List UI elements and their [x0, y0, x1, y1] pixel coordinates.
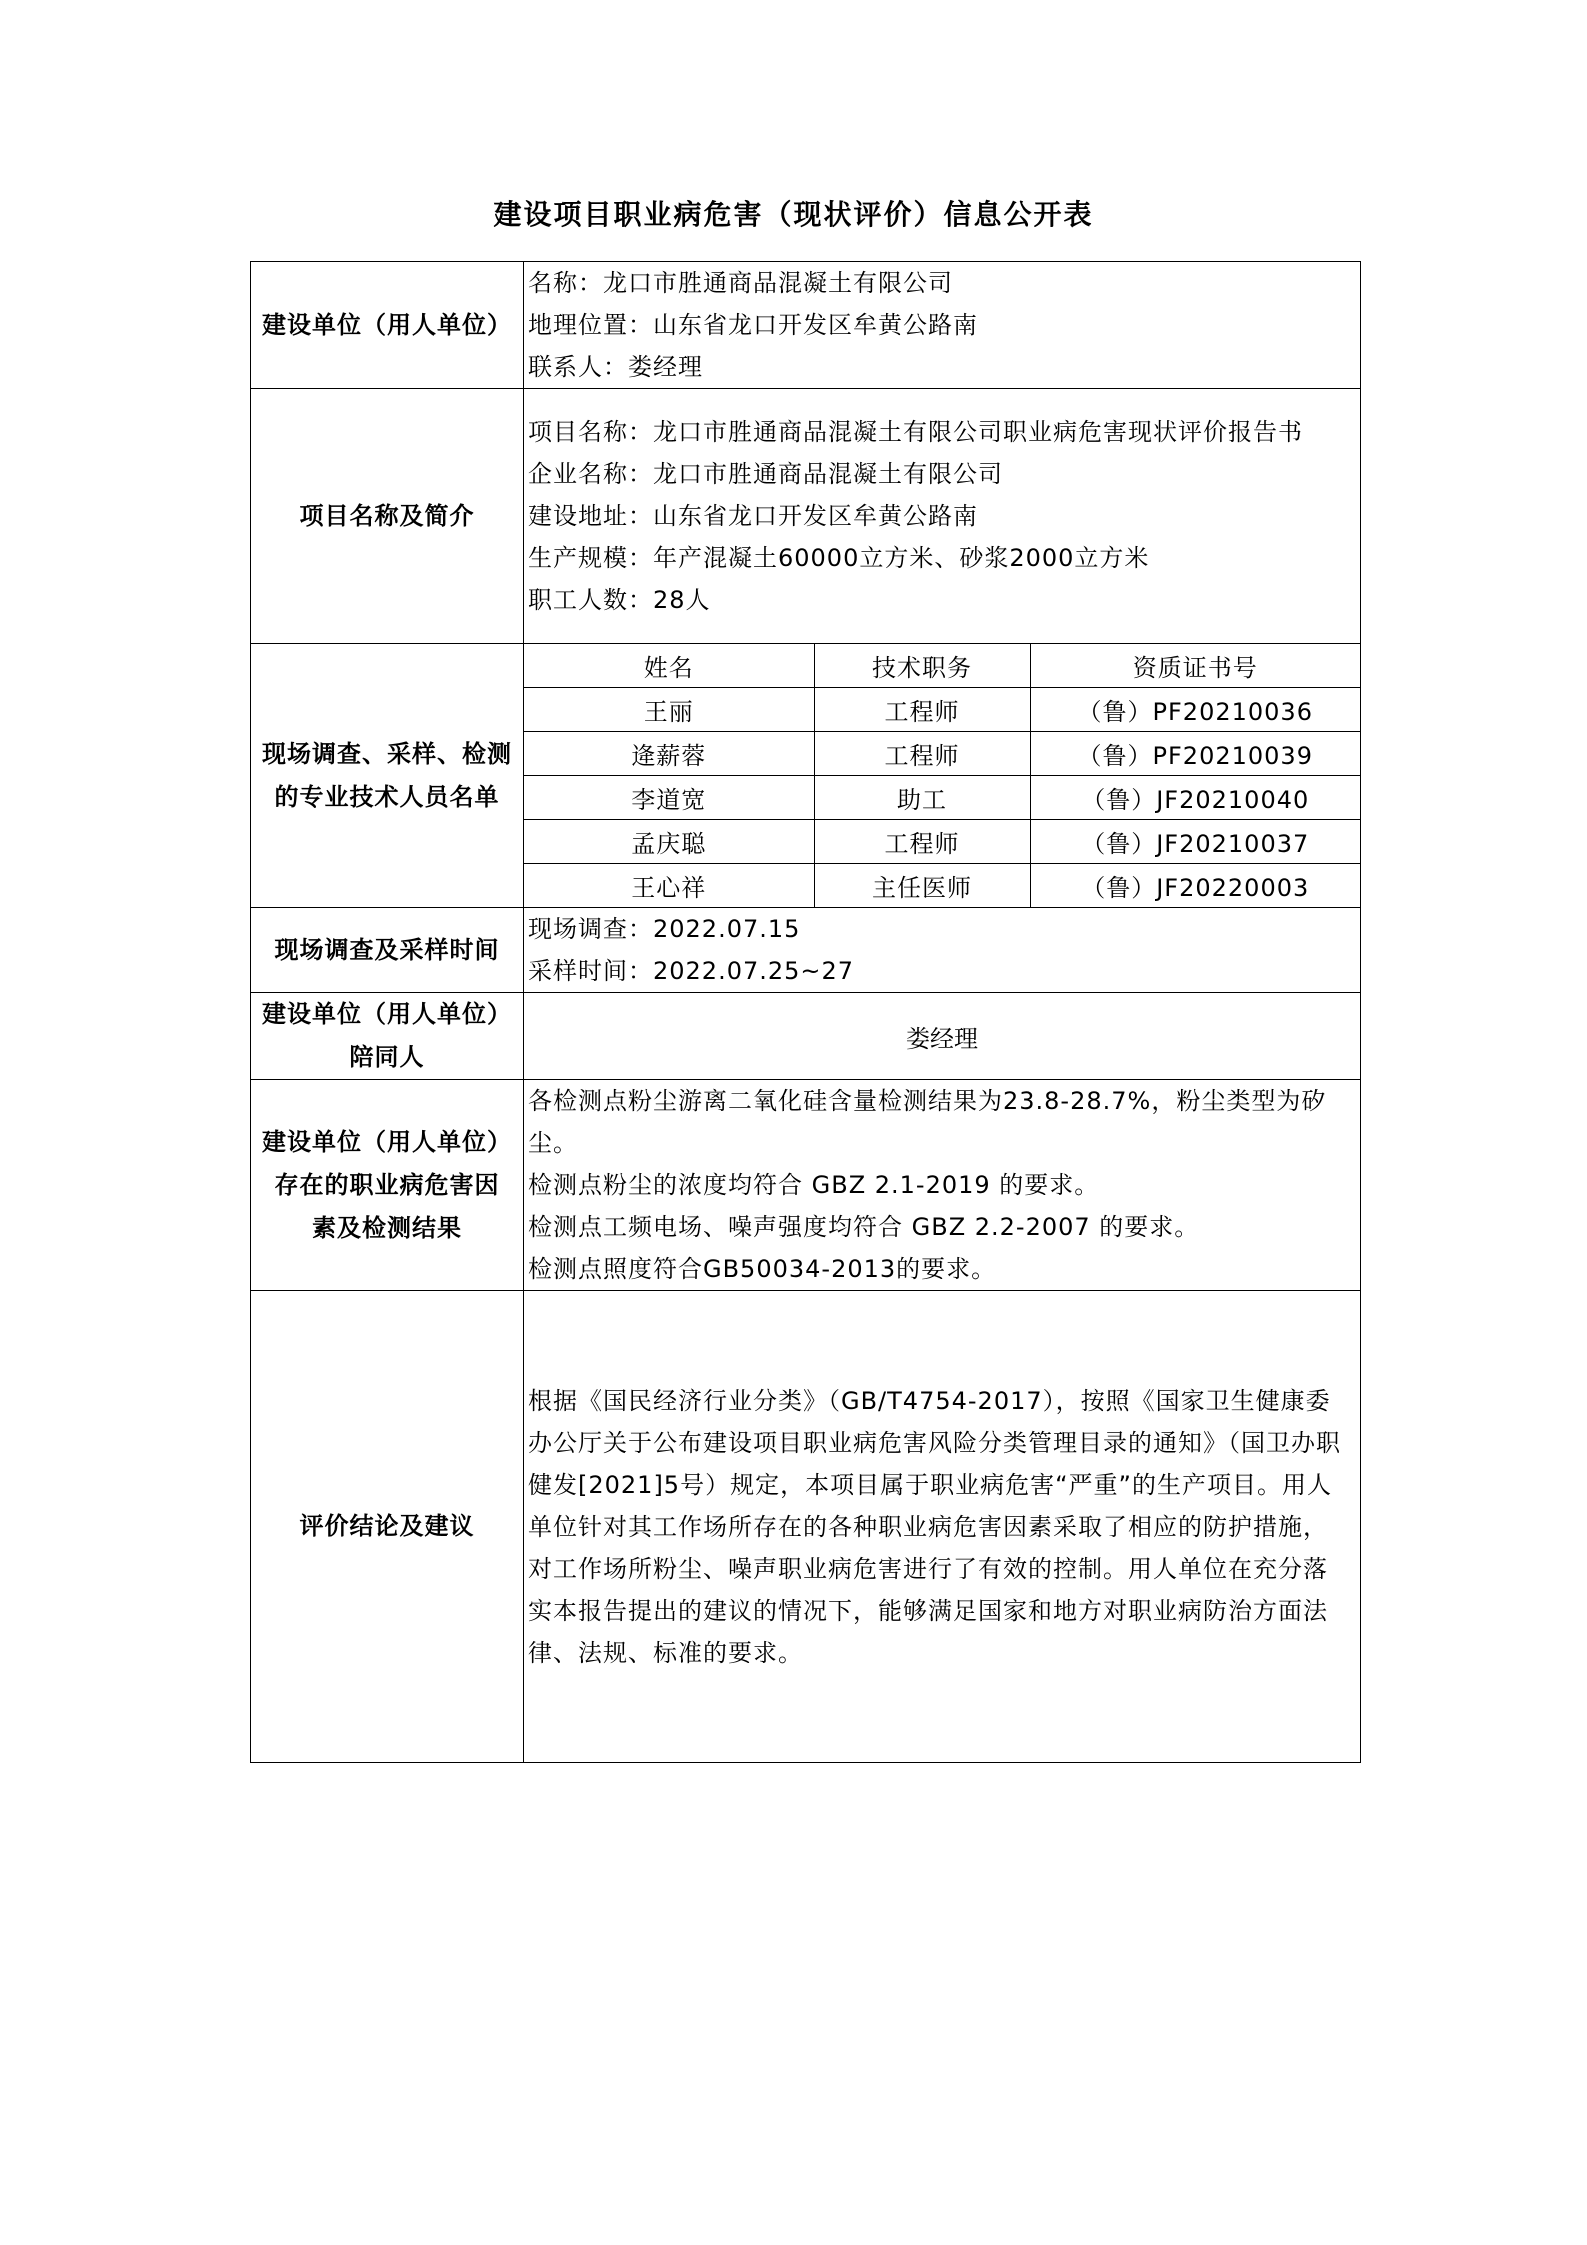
escort-label-line2: 陪同人	[349, 1043, 425, 1071]
table-row	[524, 864, 1360, 908]
project-staff-count: 职工人数：28人	[528, 586, 711, 614]
hazards-label-line1: 建设单位（用人单位）	[262, 1127, 512, 1156]
staff-name: 孟庆聪	[524, 820, 814, 864]
staff-row	[251, 644, 1361, 908]
unit-location: 地理位置：山东省龙口开发区牟黄公路南	[528, 311, 978, 339]
staff-cert: （鲁）PF20210039	[1030, 732, 1360, 776]
survey-time-row	[251, 908, 1361, 993]
staff-title: 工程师	[814, 820, 1030, 864]
hazards-label-line2: 存在的职业病危害因	[274, 1170, 500, 1199]
staff-name: 逄薪蓉	[524, 732, 814, 776]
escort-row	[251, 993, 1361, 1080]
table-row	[524, 688, 1360, 732]
unit-label: 建设单位（用人单位）	[251, 262, 524, 389]
sampling-date: 采样时间：2022.07.25~27	[528, 957, 855, 985]
hazards-result-3: 检测点工频电场、噪声强度均符合 GBZ 2.2-2007 的要求。	[528, 1213, 1200, 1241]
conclusion-text: 根据《国民经济行业分类》（GB/T4754-2017），按照《国家卫生健康委办公厅关于公布建设项目职业病危害风险分类管理目录的通知》（国卫办职健发[2021]5号）规定，本项目属于职业病危害“严重”的生产项目。用人单位针对其工作场所存在的各种职业病危害因素采取了相应的防护措施，对工作场所粉尘、噪声职业病危害进行了有效的控制。用人单位在充分落实本报告提出的建议的情况下，能够满足国家和地方对职业病防治方面法律、法规、标准的要求。	[528, 1386, 1341, 1667]
staff-cert: （鲁）JF20210040	[1030, 776, 1360, 820]
conclusion-row	[251, 1291, 1361, 1763]
hazards-result-4: 检测点照度符合GB50034-2013的要求。	[528, 1255, 997, 1283]
staff-header-cert: 资质证书号	[1030, 644, 1360, 688]
escort-label-line1: 建设单位（用人单位）	[262, 1000, 512, 1028]
staff-name: 王心祥	[524, 864, 814, 908]
document-title: 建设项目职业病危害（现状评价）信息公开表	[493, 198, 1094, 231]
info-table	[250, 261, 1361, 1763]
staff-table-cell	[524, 644, 1361, 908]
hazards-result-2: 检测点粉尘的浓度均符合 GBZ 2.1-2019 的要求。	[528, 1171, 1100, 1199]
project-scale: 生产规模：年产混凝土60000立方米、砂浆2000立方米	[528, 544, 1150, 572]
escort-value: 娄经理	[524, 993, 1361, 1080]
project-company: 企业名称：龙口市胜通商品混凝土有限公司	[528, 460, 1003, 488]
unit-name: 名称：龙口市胜通商品混凝土有限公司	[528, 269, 953, 297]
unit-content	[524, 262, 1361, 389]
conclusion-content	[524, 1291, 1361, 1763]
project-name: 项目名称：龙口市胜通商品混凝土有限公司职业病危害现状评价报告书	[528, 418, 1303, 446]
staff-title: 助工	[814, 776, 1030, 820]
project-content	[524, 389, 1361, 644]
project-row	[251, 389, 1361, 644]
survey-date: 现场调查：2022.07.15	[528, 915, 801, 943]
table-row	[524, 776, 1360, 820]
unit-row	[251, 262, 1361, 389]
hazards-content	[524, 1080, 1361, 1291]
conclusion-label: 评价结论及建议	[251, 1291, 524, 1763]
hazards-row	[251, 1080, 1361, 1291]
staff-label-line2: 的专业技术人员名单	[274, 782, 500, 811]
survey-time-content	[524, 908, 1361, 993]
staff-table	[524, 644, 1360, 907]
hazards-result-1: 各检测点粉尘游离二氧化硅含量检测结果为23.8-28.7%，粉尘类型为矽尘。	[528, 1087, 1327, 1157]
hazards-label	[251, 1080, 524, 1291]
staff-label-line1: 现场调查、采样、检测	[262, 739, 512, 768]
staff-cert: （鲁）JF20210037	[1030, 820, 1360, 864]
staff-title: 工程师	[814, 732, 1030, 776]
table-row	[524, 820, 1360, 864]
staff-name: 王丽	[524, 688, 814, 732]
staff-name: 李道宽	[524, 776, 814, 820]
survey-time-label: 现场调查及采样时间	[251, 908, 524, 993]
table-row	[524, 732, 1360, 776]
project-label: 项目名称及简介	[251, 389, 524, 644]
staff-header-name: 姓名	[524, 644, 814, 688]
unit-contact: 联系人：娄经理	[528, 353, 703, 381]
staff-label	[251, 644, 524, 908]
staff-header-row	[524, 644, 1360, 688]
staff-title: 主任医师	[814, 864, 1030, 908]
project-address: 建设地址：山东省龙口开发区牟黄公路南	[528, 502, 978, 530]
hazards-label-line3: 素及检测结果	[312, 1213, 462, 1242]
staff-cert: （鲁）PF20210036	[1030, 688, 1360, 732]
staff-cert: （鲁）JF20220003	[1030, 864, 1360, 908]
escort-label	[251, 993, 524, 1080]
staff-header-title: 技术职务	[814, 644, 1030, 688]
staff-title: 工程师	[814, 688, 1030, 732]
